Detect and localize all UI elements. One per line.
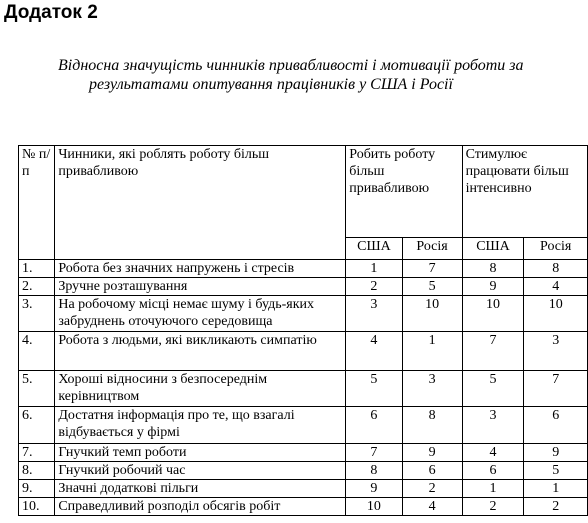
cell-motivate-usa: 8 bbox=[462, 260, 524, 278]
row-number: 8. bbox=[19, 462, 55, 480]
appendix-heading: Додаток 2 bbox=[4, 2, 98, 23]
cell-motivate-russia: 7 bbox=[524, 371, 588, 407]
row-factor: Зручне розташування bbox=[55, 278, 346, 296]
row-factor: Значні додаткові пільги bbox=[55, 480, 346, 498]
table-row bbox=[19, 260, 588, 278]
row-number: 10. bbox=[19, 498, 55, 516]
subheader-russia-attractive: Росія bbox=[402, 238, 462, 260]
cell-motivate-russia: 5 bbox=[524, 462, 588, 480]
cell-motivate-russia: 10 bbox=[524, 296, 588, 332]
cell-motivate-russia: 4 bbox=[524, 278, 588, 296]
row-factor: На робочому місці немає шуму і будь-яких забруднень оточуючого середовища bbox=[55, 296, 346, 332]
cell-motivate-russia: 6 bbox=[524, 407, 588, 444]
cell-motivate-usa: 9 bbox=[462, 278, 524, 296]
cell-motivate-russia: 3 bbox=[524, 332, 588, 371]
row-number: 1. bbox=[19, 260, 55, 278]
cell-motivate-usa: 10 bbox=[462, 296, 524, 332]
row-factor: Хороші відносини з безпосереднім керівництвом bbox=[55, 371, 346, 407]
table-caption bbox=[40, 56, 588, 94]
table-row bbox=[19, 407, 588, 444]
row-number: 9. bbox=[19, 480, 55, 498]
header-factors: Чинники, які роблять роботу більш привабливою bbox=[55, 146, 346, 260]
factors-table bbox=[18, 145, 588, 516]
subheader-usa-motivate: США bbox=[462, 238, 524, 260]
cell-attractive-russia: 6 bbox=[402, 462, 462, 480]
row-number: 2. bbox=[19, 278, 55, 296]
table-row bbox=[19, 296, 588, 332]
header-motivate: Стимулює працювати більш інтенсивно bbox=[462, 146, 587, 238]
cell-motivate-russia: 9 bbox=[524, 444, 588, 462]
table-row bbox=[19, 498, 588, 516]
caption-line-2: результатами опитування працівників у США і Росії bbox=[89, 76, 453, 93]
caption-line-1: Відносна значущість чинників привабливості і мотивації роботи за bbox=[58, 57, 524, 74]
cell-attractive-usa: 8 bbox=[346, 462, 402, 480]
cell-attractive-russia: 7 bbox=[402, 260, 462, 278]
cell-attractive-russia: 1 bbox=[402, 332, 462, 371]
header-number: № п/п bbox=[19, 146, 55, 260]
row-factor: Гнучкий робочий час bbox=[55, 462, 346, 480]
cell-attractive-usa: 7 bbox=[346, 444, 402, 462]
cell-attractive-russia: 9 bbox=[402, 444, 462, 462]
cell-attractive-russia: 2 bbox=[402, 480, 462, 498]
table-header-row bbox=[19, 146, 588, 238]
cell-attractive-usa: 5 bbox=[346, 371, 402, 407]
row-factor: Робота без значних напружень і стресів bbox=[55, 260, 346, 278]
subheader-usa-attractive: США bbox=[346, 238, 402, 260]
row-number: 7. bbox=[19, 444, 55, 462]
cell-attractive-russia: 4 bbox=[402, 498, 462, 516]
cell-attractive-usa: 2 bbox=[346, 278, 402, 296]
cell-attractive-usa: 9 bbox=[346, 480, 402, 498]
cell-motivate-usa: 7 bbox=[462, 332, 524, 371]
table-row bbox=[19, 480, 588, 498]
row-number: 4. bbox=[19, 332, 55, 371]
cell-attractive-russia: 5 bbox=[402, 278, 462, 296]
row-number: 5. bbox=[19, 371, 55, 407]
table-row bbox=[19, 332, 588, 371]
cell-attractive-usa: 6 bbox=[346, 407, 402, 444]
cell-motivate-russia: 8 bbox=[524, 260, 588, 278]
row-number: 6. bbox=[19, 407, 55, 444]
table-row bbox=[19, 371, 588, 407]
table-row bbox=[19, 444, 588, 462]
cell-motivate-usa: 1 bbox=[462, 480, 524, 498]
cell-attractive-russia: 10 bbox=[402, 296, 462, 332]
cell-motivate-usa: 6 bbox=[462, 462, 524, 480]
cell-attractive-usa: 3 bbox=[346, 296, 402, 332]
cell-motivate-usa: 4 bbox=[462, 444, 524, 462]
row-factor: Справедливий розподіл обсягів робіт bbox=[55, 498, 346, 516]
cell-attractive-russia: 8 bbox=[402, 407, 462, 444]
row-factor: Достатня інформація про те, що взагалі відбувається у фірмі bbox=[55, 407, 346, 444]
header-attractive: Робить роботу більш привабливою bbox=[346, 146, 462, 238]
row-number: 3. bbox=[19, 296, 55, 332]
cell-motivate-usa: 2 bbox=[462, 498, 524, 516]
cell-motivate-usa: 5 bbox=[462, 371, 524, 407]
cell-attractive-usa: 10 bbox=[346, 498, 402, 516]
row-factor: Гнучкий темп роботи bbox=[55, 444, 346, 462]
cell-attractive-usa: 4 bbox=[346, 332, 402, 371]
cell-motivate-usa: 3 bbox=[462, 407, 524, 444]
row-factor: Робота з людьми, які викликають симпатію bbox=[55, 332, 346, 371]
table-row bbox=[19, 462, 588, 480]
subheader-russia-motivate: Росія bbox=[524, 238, 588, 260]
cell-attractive-usa: 1 bbox=[346, 260, 402, 278]
cell-attractive-russia: 3 bbox=[402, 371, 462, 407]
table-row bbox=[19, 278, 588, 296]
cell-motivate-russia: 2 bbox=[524, 498, 588, 516]
cell-motivate-russia: 1 bbox=[524, 480, 588, 498]
